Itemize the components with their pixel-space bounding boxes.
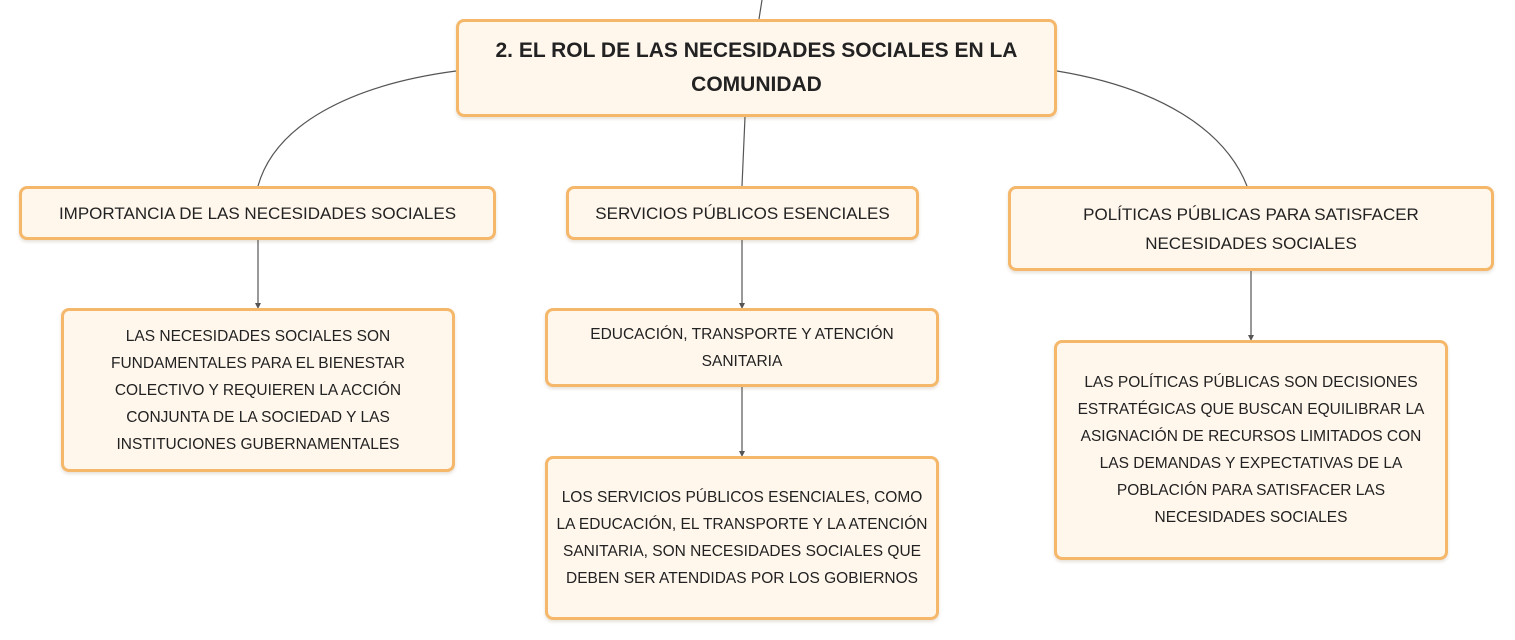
connector-root-to-importancia (258, 71, 456, 186)
subtopic-servicios-detalle[interactable] (545, 456, 939, 620)
root-topic[interactable] (456, 19, 1057, 117)
subtopic-politicas-detalle-label: LAS POLÍTICAS PÚBLICAS SON DECISIONES ESTRATÉGICAS QUE BUSCAN EQUILIBRAR LA ASIGNACIÓN DE RECURSOS LIMITADOS CON LAS DEMANDAS Y EXPECTATIVAS DE LA POBLACIÓN PARA SATISFACER LAS NECESIDADES SOCIALES (1077, 374, 1425, 526)
subtopic-servicios-ejemplos[interactable] (545, 308, 939, 387)
topic-importancia-label: IMPORTANCIA DE LAS NECESIDADES SOCIALES (58, 203, 457, 223)
connector-root-to-servicios (742, 117, 745, 186)
subtopic-importancia-detalle-label: LAS NECESIDADES SOCIALES SON FUNDAMENTALES PARA EL BIENESTAR COLECTIVO Y REQUIEREN LA ACCIÓN CONJUNTA DE LA SOCIEDAD Y LAS INSTITUCIONES GUBERNAMENTALES (111, 327, 405, 453)
topic-servicios-label: SERVICIOS PÚBLICOS ESENCIALES (595, 203, 890, 223)
subtopic-servicios-ejemplos-label: EDUCACIÓN, TRANSPORTE Y ATENCIÓN SANITARIA (590, 325, 894, 370)
topic-servicios[interactable] (566, 186, 919, 240)
subtopic-importancia-detalle[interactable] (61, 308, 455, 472)
root-topic-label: 2. EL ROL DE LAS NECESIDADES SOCIALES EN LA COMUNIDAD (495, 39, 1018, 96)
subtopic-servicios-detalle-label: LOS SERVICIOS PÚBLICOS ESENCIALES, COMO LA EDUCACIÓN, EL TRANSPORTE Y LA ATENCIÓN SANITARIA, SON NECESIDADES SOCIALES QUE DEBEN SER ATENDIDAS POR LOS GOBIERNOS (556, 489, 928, 587)
topic-politicas[interactable] (1008, 186, 1494, 271)
connector-incoming-root (759, 0, 762, 19)
topic-politicas-label: POLÍTICAS PÚBLICAS PARA SATISFACER NECESIDADES SOCIALES (1083, 204, 1419, 253)
connector-root-to-politicas (1057, 71, 1247, 186)
topic-importancia[interactable] (19, 186, 496, 240)
subtopic-politicas-detalle[interactable] (1054, 340, 1448, 560)
